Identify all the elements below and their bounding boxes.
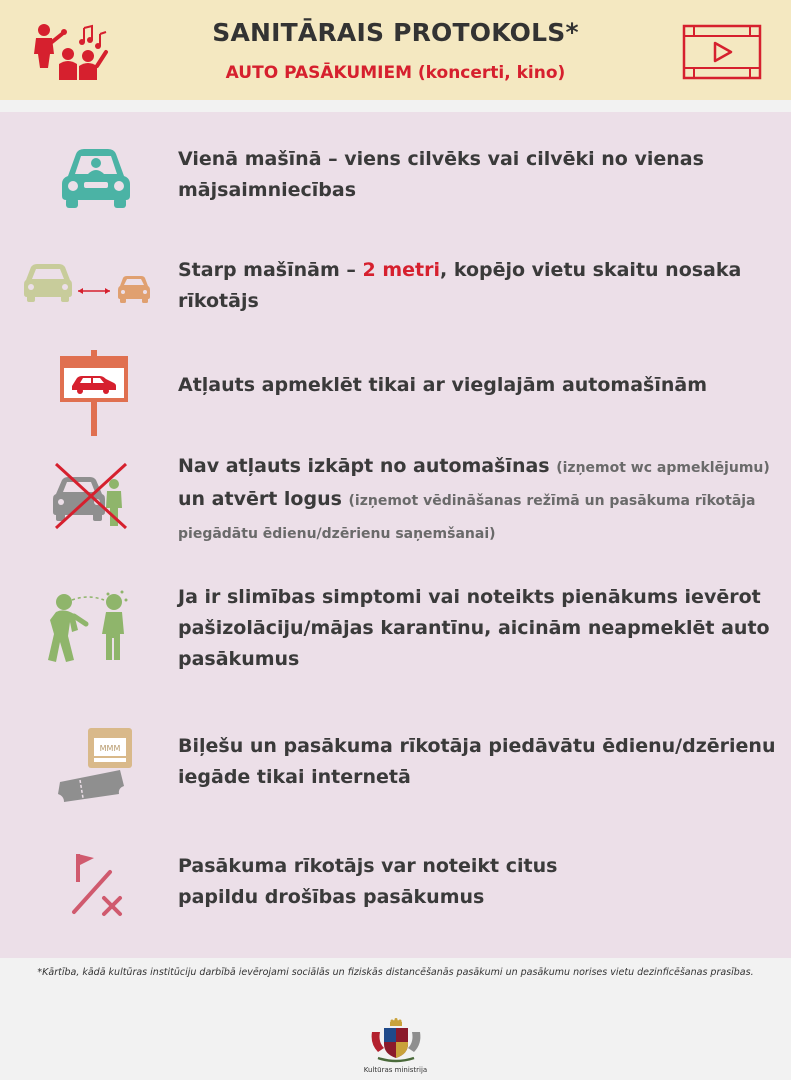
car-sign-icon (58, 350, 130, 438)
rule-text: Vienā mašīnā – viens cilvēks vai cilvēki no vienas mājsaimniecības (178, 148, 704, 201)
coat-of-arms-logo (368, 1018, 424, 1064)
rule-note: (izņemot vēdināšanas režīmā un pasākuma rīkotāja piegādātu ēdienu/dzērienu saņemšanai) (178, 493, 756, 542)
ministry-label: Kultūras ministrija (363, 1066, 428, 1074)
rule-note: (izņemot wc apmeklējumu) (556, 460, 770, 476)
rule-text: Biļešu un pasākuma rīkotāja piedāvātu ēdienu/dzērienu iegāde tikai internetā (178, 735, 776, 788)
page-title: SANITĀRAIS PROTOKOLS* (212, 18, 579, 47)
online-ticket-icon (56, 728, 136, 802)
rule-text: Atļauts apmeklēt tikai ar vieglajām automašīnām (178, 374, 708, 396)
rule-text: Nav atļauts izkāpt no automašīnas (izņemot wc apmeklējumu) un atvērt logus (izņemot vēdināšanas režīmā un pasākuma rīkotāja piegādātu ēdienu/dzērienu saņemšanai) (178, 455, 770, 542)
no-exit-car-icon (52, 460, 130, 530)
car-one-person-icon (60, 146, 132, 210)
car-distance-icon (22, 262, 154, 304)
rule-text: Starp mašīnām – 2 metri, kopējo vietu skaitu nosaka rīkotājs (178, 259, 742, 312)
svg-text:MMM: MMM (99, 744, 121, 753)
flag-cross-icon (70, 852, 126, 918)
rule-text: Pasākuma rīkotājs var noteikt citus papildu drošības pasākumus (178, 855, 558, 908)
header-banner (0, 0, 791, 100)
rule-text: Ja ir slimības simptomi vai noteikts pienākums ievērot pašizolāciju/mājas karantīnu, aicinām neapmeklēt auto pasākumus (178, 586, 770, 670)
page-subtitle: AUTO PASĀKUMIEM (koncerti, kino) (225, 63, 566, 83)
distance-highlight: 2 metri (362, 259, 440, 281)
video-play-icon (682, 24, 762, 80)
sick-people-icon (44, 586, 136, 664)
footnote: *Kārtība, kādā kultūras institūciju darbībā ievērojami sociālās un fiziskās distancēšanās pasākumi un pasākumu norises vietu dezinficēšanas prasības. (37, 967, 754, 978)
